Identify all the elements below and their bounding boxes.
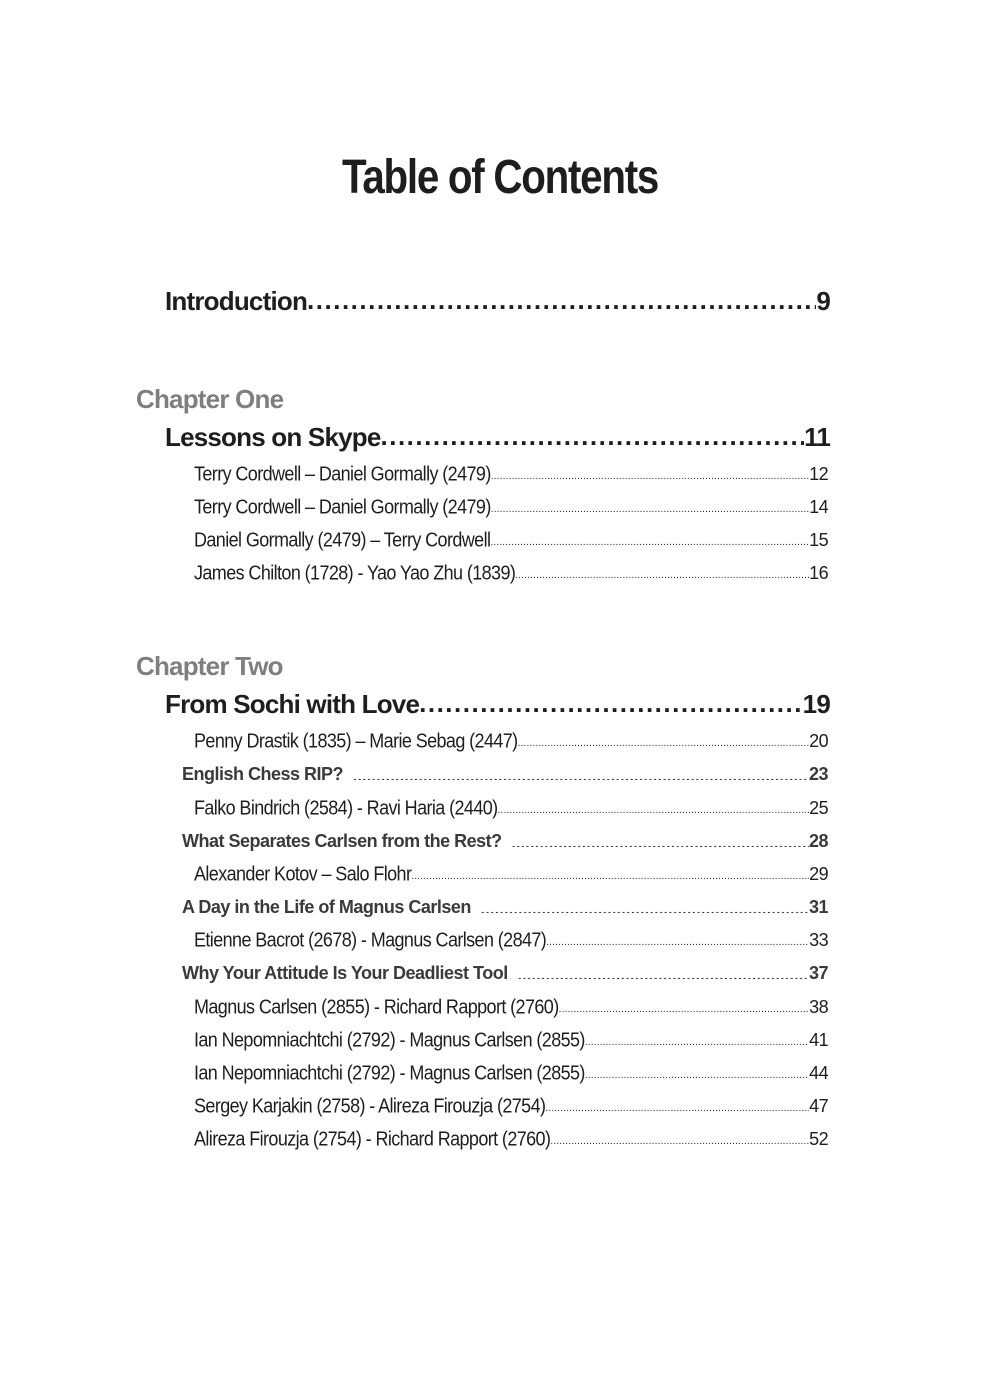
dot-leader (585, 1061, 809, 1079)
dot-leader (353, 762, 809, 780)
toc-entry-page: 9 (816, 286, 830, 316)
dot-leader (559, 995, 810, 1013)
toc-entry-page: 15 (809, 530, 828, 550)
dot-leader (481, 895, 809, 913)
toc-entry-page: 52 (809, 1129, 828, 1149)
toc-entry[interactable] (194, 1061, 828, 1084)
toc-section[interactable] (182, 762, 828, 785)
toc-entry-label: From Sochi with Love (165, 689, 420, 719)
toc-entry[interactable] (194, 1028, 828, 1051)
toc-entry-label: Etienne Bacrot (2678) - Magnus Carlsen (2847) (194, 928, 547, 952)
dot-leader (585, 1028, 809, 1046)
dot-leader (411, 862, 809, 880)
toc-entry-label: Alireza Firouzja (2754) - Richard Rapport (2760) (194, 1127, 551, 1151)
toc-entry-page: 37 (808, 963, 828, 983)
toc-entry[interactable] (194, 796, 828, 819)
toc-entry-label: What Separates Carlsen from the Rest? (182, 831, 502, 851)
toc-entry[interactable] (194, 1094, 828, 1117)
toc-entry[interactable] (194, 928, 828, 951)
toc-entry-label: Sergey Karjakin (2758) - Alireza Firouzja (2754) (194, 1094, 546, 1118)
toc-entry[interactable] (194, 995, 828, 1018)
dot-leader (546, 928, 809, 946)
toc-entry-page: 25 (809, 798, 828, 818)
toc-entry-label: English Chess RIP? (182, 764, 344, 784)
toc-entry-label: Why Your Attitude Is Your Deadliest Tool (182, 963, 508, 983)
toc-chapter-title[interactable] (165, 687, 830, 720)
toc-entry-label: Introduction (165, 286, 308, 316)
toc-entry-page: 16 (809, 563, 828, 583)
toc-entry-page: 47 (809, 1096, 828, 1116)
toc-entry-page: 38 (809, 997, 828, 1017)
toc-entry-page: 20 (809, 731, 828, 751)
toc-entry-introduction[interactable] (165, 284, 830, 317)
toc-chapter-title[interactable] (165, 420, 830, 453)
toc-entry[interactable] (194, 1127, 828, 1150)
toc-section[interactable] (182, 829, 828, 852)
toc-entry-label: Alexander Kotov – Salo Flohr (194, 862, 412, 886)
toc-entry-page: 14 (809, 497, 828, 517)
dot-leader (545, 1094, 809, 1112)
toc-entry-label: Ian Nepomniachtchi (2792) - Magnus Carlsen (2855) (194, 1061, 585, 1085)
toc-entry-page: 23 (808, 764, 828, 784)
toc-entry-label: Ian Nepomniachtchi (2792) - Magnus Carlsen (2855) (194, 1028, 585, 1052)
dot-leader (307, 284, 816, 310)
toc-entry-page: 44 (809, 1063, 828, 1083)
toc-section[interactable] (182, 895, 828, 918)
page-title: Table of Contents (341, 151, 659, 204)
toc-entry-label: Falko Bindrich (2584) - Ravi Haria (2440) (194, 796, 498, 820)
toc-entry-page: 33 (809, 930, 828, 950)
dot-leader (515, 561, 809, 579)
toc-entry[interactable] (194, 862, 828, 885)
dot-leader (518, 961, 809, 979)
dot-leader (512, 829, 809, 847)
dot-leader (419, 687, 803, 713)
toc-entry-page: 29 (809, 864, 828, 884)
chapter-label: Chapter Two (136, 651, 283, 681)
toc-entry-page: 31 (808, 897, 828, 917)
toc-section[interactable] (182, 961, 828, 984)
dot-leader (498, 796, 810, 814)
dot-leader (491, 495, 809, 513)
toc-entry-label: Penny Drastik (1835) – Marie Sebag (2447) (194, 729, 518, 753)
toc-entry-label: Daniel Gormally (2479) – Terry Cordwell (194, 528, 491, 552)
toc-entry-label: A Day in the Life of Magnus Carlsen (182, 897, 471, 917)
toc-entry[interactable] (194, 462, 828, 485)
toc-entry-label: Terry Cordwell – Daniel Gormally (2479) (194, 462, 491, 486)
toc-entry-page: 11 (804, 422, 830, 452)
dot-leader (518, 729, 810, 747)
toc-entry[interactable] (194, 561, 828, 584)
toc-entry[interactable] (194, 729, 828, 752)
toc-entry-label: James Chilton (1728) - Yao Yao Zhu (1839) (194, 561, 516, 585)
toc-entry-label: Lessons on Skype (165, 422, 381, 452)
dot-leader (550, 1127, 809, 1145)
toc-entry[interactable] (194, 495, 828, 518)
dot-leader (381, 420, 805, 446)
chapter-label: Chapter One (136, 384, 284, 414)
toc-entry-page: 19 (802, 689, 830, 719)
toc-entry-page: 28 (808, 831, 828, 851)
toc-entry-page: 12 (809, 464, 828, 484)
toc-entry-page: 41 (809, 1030, 828, 1050)
dot-leader (491, 462, 809, 480)
dot-leader (490, 528, 809, 546)
toc-entry-label: Terry Cordwell – Daniel Gormally (2479) (194, 495, 491, 519)
toc-entry[interactable] (194, 528, 828, 551)
toc-entry-label: Magnus Carlsen (2855) - Richard Rapport (2760) (194, 995, 559, 1019)
